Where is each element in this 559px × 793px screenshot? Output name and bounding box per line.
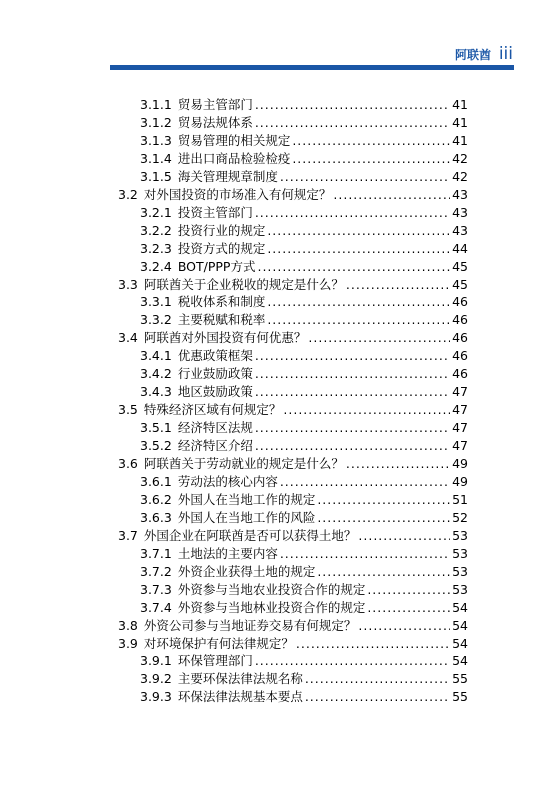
toc-entry [118,617,468,635]
toc-entry [140,293,468,311]
toc-entry [140,204,468,222]
toc-leader-dots [255,347,450,365]
toc-entry-title: 对外国投资的市场准入有何规定？ [143,186,332,202]
toc-entry-page: 54 [452,635,468,651]
toc-entry-title: 阿联酋关于企业税收的规定是什么？ [143,276,344,292]
toc-leader-dots [255,365,450,383]
toc-entry-number: 3.5 [118,402,138,418]
toc-entry-title: 海关管理规章制度 [177,168,278,184]
toc-leader-dots [255,383,450,401]
toc-entry-number: 3.4.1 [140,348,172,364]
toc-entry-page: 46 [452,348,468,364]
toc-entry-number: 3.2.2 [140,222,172,238]
toc-entry-number: 3.4 [118,330,138,346]
toc-entry-page: 53 [452,545,468,561]
toc-entry [140,168,468,186]
toc-entry [118,186,468,204]
toc-entry-page: 53 [452,581,468,597]
toc-entry-page: 45 [452,276,468,292]
toc-entry-number: 3.8 [118,617,138,633]
toc-entry-number: 3.2.3 [140,240,172,256]
toc-entry-title: 地区鼓励政策 [177,384,253,400]
toc-entry-title: 经济特区法规 [177,420,253,436]
toc-entry [118,401,468,419]
toc-entry-number: 3.9.3 [140,689,172,705]
toc-entry-page: 46 [452,330,468,346]
toc-entry [140,563,468,581]
toc-entry [140,96,468,114]
toc-entry-number: 3.7.2 [140,563,172,579]
toc-entry [140,132,468,150]
toc-entry-title: 外国企业在阿联酋是否可以获得土地？ [143,527,357,543]
toc-entry-page: 53 [452,563,468,579]
toc-leader-dots [280,545,450,563]
toc-entry-page: 43 [452,204,468,220]
toc-entry-number: 3.1.2 [140,114,172,130]
toc-entry [140,670,468,688]
toc-entry [140,688,468,706]
toc-entry-title: 税收体系和制度 [177,294,266,310]
toc-entry-title: 外资参与当地林业投资合作的规定 [177,599,366,615]
toc-entry-page: 41 [452,114,468,130]
toc-entry [140,150,468,168]
toc-entry-title: 进出口商品检验检疫 [177,150,291,166]
toc-entry-title: 贸易法规体系 [177,114,253,130]
toc-leader-dots [367,581,450,599]
toc-entry-number: 3.3.1 [140,294,172,310]
toc-entry [140,437,468,455]
toc-entry [118,276,468,294]
toc-leader-dots [255,114,450,132]
toc-leader-dots [267,311,450,329]
toc-entry-page: 49 [452,473,468,489]
toc-entry [140,599,468,617]
toc-leader-dots [358,527,450,545]
toc-leader-dots [358,617,450,635]
toc-entry-number: 3.9 [118,635,138,651]
toc-entry-page: 46 [452,312,468,328]
toc-leader-dots [283,401,450,419]
toc-entry-number: 3.1.3 [140,132,172,148]
toc-entry-page: 42 [452,168,468,184]
toc-entry-number: 3.7.4 [140,599,172,615]
toc-entry-page: 47 [452,384,468,400]
toc-entry [118,329,468,347]
toc-entry-title: 环保管理部门 [177,653,253,669]
toc-entry-title: 特殊经济区域有何规定？ [143,402,282,418]
toc-entry-title: 经济特区介绍 [177,438,253,454]
toc-leader-dots [292,150,450,168]
toc-entry-page: 54 [452,599,468,615]
toc-entry-title: 劳动法的核心内容 [177,473,278,489]
toc-entry-number: 3.6.3 [140,509,172,525]
toc-entry-number: 3.1.5 [140,168,172,184]
toc-entry [140,419,468,437]
toc-entry [140,581,468,599]
toc-entry-title: 外国人在当地工作的规定 [177,491,316,507]
toc-entry-page: 54 [452,653,468,669]
toc-entry-page: 45 [452,258,468,274]
toc-entry-title: BOT/PPP方式 [177,258,256,274]
toc-entry-number: 3.5.2 [140,438,172,454]
toc-leader-dots [305,688,450,706]
toc-entry [118,455,468,473]
toc-entry-number: 3.9.2 [140,671,172,687]
toc-leader-dots [308,329,450,347]
toc-leader-dots [346,276,450,294]
toc-leader-dots [317,509,450,527]
toc-leader-dots [317,563,450,581]
toc-entry [140,240,468,258]
toc-leader-dots [255,652,450,670]
toc-leader-dots [280,473,450,491]
toc-entry [140,473,468,491]
toc-entry-number: 3.2.4 [140,258,172,274]
toc-leader-dots [267,222,450,240]
toc-entry-title: 投资方式的规定 [177,240,266,256]
toc-entry-number: 3.4.2 [140,366,172,382]
toc-entry-page: 41 [452,132,468,148]
toc-leader-dots [255,437,450,455]
toc-entry [140,509,468,527]
toc-entry-number: 3.1.1 [140,97,172,112]
toc-entry [118,527,468,545]
toc-entry-title: 阿联酋关于劳动就业的规定是什么？ [143,456,344,471]
toc-leader-dots [367,599,450,617]
toc-leader-dots [255,204,450,222]
toc-entry-number: 3.6.1 [140,473,172,489]
toc-leader-dots [305,670,450,688]
toc-entry-title: 对环境保护有何法律规定？ [143,635,294,651]
toc-entry-page: 47 [452,420,468,436]
toc-entry-page: 43 [452,222,468,238]
toc-entry-page: 47 [452,402,468,418]
toc-entry-title: 投资主管部门 [177,204,253,220]
toc-leader-dots [267,240,450,258]
header-rule [110,65,514,70]
toc-entry-title: 外国人在当地工作的风险 [177,509,316,525]
toc-entry-number: 3.7.3 [140,581,172,597]
toc-entry-number: 3.9.1 [140,653,172,669]
toc-entry-title: 优惠政策框架 [177,348,253,364]
toc-entry-number: 3.6.2 [140,491,172,507]
toc-entry-title: 环保法律法规基本要点 [177,689,303,705]
toc-entry-page: 46 [452,366,468,382]
toc-leader-dots [292,132,450,150]
toc-entry [140,383,468,401]
toc-leader-dots [317,491,450,509]
toc-entry-page: 54 [452,617,468,633]
toc-entry [140,222,468,240]
toc-entry-title: 外资企业获得土地的规定 [177,563,316,579]
toc-entry-number: 3.6 [118,456,138,471]
toc-entry-page: 49 [452,456,468,471]
toc-entry [140,491,468,509]
toc-entry-page: 51 [452,491,468,507]
toc-entry-page: 55 [452,689,468,705]
toc-entry [140,258,468,276]
toc-entry-number: 3.2.1 [140,204,172,220]
toc-entry-title: 外资公司参与当地证券交易有何规定？ [143,617,357,633]
toc-entry-title: 土地法的主要内容 [177,545,278,561]
toc-entry [140,347,468,365]
toc-entry-number: 3.4.3 [140,384,172,400]
toc-leader-dots [255,419,450,437]
toc-entry [140,311,468,329]
toc-entry [140,114,468,132]
toc-entry-title: 贸易管理的相关规定 [177,132,291,148]
toc-entry [140,652,468,670]
toc-entry-title: 主要环保法律法规名称 [177,671,303,687]
toc-entry-page: 47 [452,438,468,454]
toc-entry-title: 投资行业的规定 [177,222,266,238]
toc-entry-number: 3.7.1 [140,545,172,561]
toc-entry-page: 46 [452,294,468,310]
toc-entry-page: 52 [452,509,468,525]
toc-leader-dots [346,455,450,473]
toc-entry-title: 行业鼓励政策 [177,366,253,382]
toc-entry-number: 3.7 [118,527,138,543]
toc-entry-number: 3.2 [118,186,138,202]
toc-entry-page: 43 [452,186,468,202]
toc-entry-title: 外资参与当地农业投资合作的规定 [177,581,366,597]
toc-entry-page: 41 [452,97,468,112]
toc-entry-title: 主要税赋和税率 [177,312,266,328]
toc-leader-dots [267,293,450,311]
toc-leader-dots [257,258,450,276]
toc-entry [118,635,468,653]
running-header-title: 阿联酋 [454,48,491,62]
toc-entry-number: 3.1.4 [140,150,172,166]
toc-entry-number: 3.3 [118,276,138,292]
toc-leader-dots [255,96,450,114]
toc-entry-title: 贸易主管部门 [177,97,253,112]
toc-entry-page: 42 [452,150,468,166]
toc-entry [140,545,468,563]
toc-entry-page: 55 [452,671,468,687]
toc-leader-dots [333,186,450,204]
toc-entry [140,365,468,383]
toc-leader-dots [296,635,450,653]
toc-entry-number: 3.3.2 [140,312,172,328]
toc-entry-number: 3.5.1 [140,420,172,436]
toc-entry-page: 44 [452,240,468,256]
toc-entry-title: 阿联酋对外国投资有何优惠？ [143,330,307,346]
toc-leader-dots [280,168,450,186]
toc-entry-page: 53 [452,527,468,543]
page-number: iii [498,44,513,64]
